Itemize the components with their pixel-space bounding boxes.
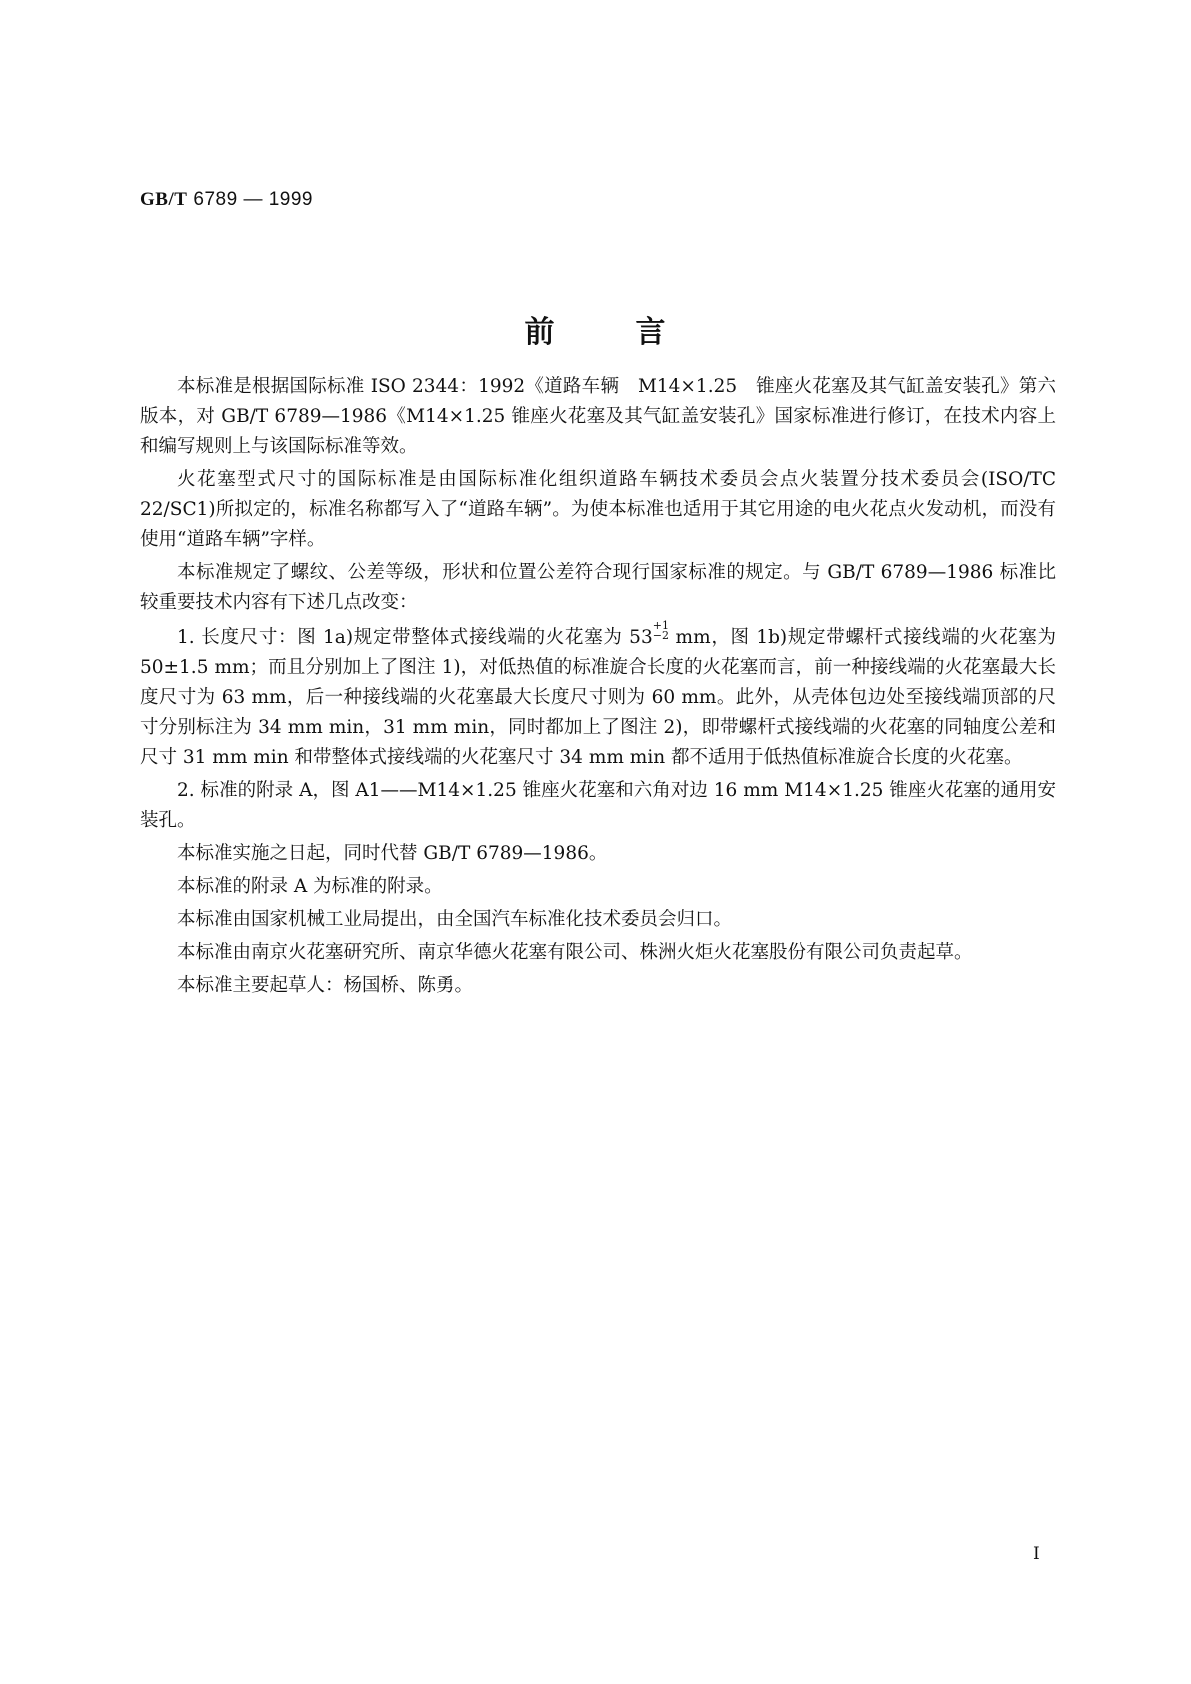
paragraph-5: 2. 标准的附录 A，图 A1——M14×1.25 锥座火花塞和六角对边 16 mm M14×1.25 锥座火花塞的通用安装孔。 — [140, 780, 1056, 831]
paragraph-10: 本标准主要起草人：杨国桥、陈勇。 — [177, 975, 474, 996]
paragraph-3: 本标准规定了螺纹、公差等级，形状和位置公差符合现行国家标准的规定。与 GB/T 6789—1986 标准比较重要技术内容有下述几点改变： — [140, 562, 1056, 613]
paragraph-4-before: 1. 长度尺寸：图 1a)规定带整体式接线端的火花塞为 53 — [177, 627, 653, 648]
tolerance-lower: −2 — [652, 629, 669, 642]
page-title — [0, 307, 1191, 351]
paragraph-9: 本标准由南京火花塞研究所、南京华德火花塞有限公司、株洲火炬火花塞股份有限公司负责起草。 — [177, 942, 973, 963]
paragraph-6: 本标准实施之日起，同时代替 GB/T 6789—1986。 — [177, 843, 608, 864]
foreword-body — [140, 372, 1056, 1004]
standard-number: 6789 — 1999 — [193, 189, 313, 210]
paragraph-8: 本标准由国家机械工业局提出，由全国汽车标准化技术委员会归口。 — [177, 909, 733, 930]
paragraph-1: 本标准是根据国际标准 ISO 2344：1992《道路车辆 M14×1.25 锥座火花塞及其气缸盖安装孔》第六版本，对 GB/T 6789—1986《M14×1.25 锥座火花塞及其气缸盖安装孔》国家标准进行修订，在技术内容上和编写规则上与该国际标准等效。 — [140, 376, 1056, 457]
title-char-2: 言 — [635, 315, 667, 350]
paragraph-2: 火花塞型式尺寸的国际标准是由国际标准化组织道路车辆技术委员会点火装置分技术委员会(ISO/TC 22/SC1)所拟定的，标准名称都写入了“道路车辆”。为使本标准也适用于其它用途的电火花点火发动机，而没有使用“道路车辆”字样。 — [140, 469, 1056, 550]
paragraph-4 — [140, 621, 1056, 773]
paragraph-7: 本标准的附录 A 为标准的附录。 — [177, 876, 443, 897]
standard-prefix: GB/T — [140, 189, 188, 210]
title-char-1: 前 — [524, 315, 556, 350]
paragraph-4-after: mm，图 1b)规定带螺杆式接线端的火花塞为 50±1.5 mm；而且分别加上了图注 1)，对低热值的标准旋合长度的火花塞而言，前一种接线端的火花塞最大长度尺寸为 63 mm，后一种接线端的火花塞最大长度尺寸则为 60 mm。此外，从壳体包边处至接线端顶部的尺寸分别标注为 34 mm min，31 mm min，同时都加上了图注 2)，即带螺杆式接线端的火花塞的同轴度公差和尺寸 31 mm min 和带整体式接线端的火花塞尺寸 34 mm min 都不适用于低热值标准旋合长度的火花塞。 — [140, 627, 1056, 768]
tolerance — [653, 621, 669, 641]
standard-code — [140, 188, 313, 211]
tolerance-upper: +1 — [652, 619, 669, 632]
page-number: I — [1033, 1544, 1040, 1564]
